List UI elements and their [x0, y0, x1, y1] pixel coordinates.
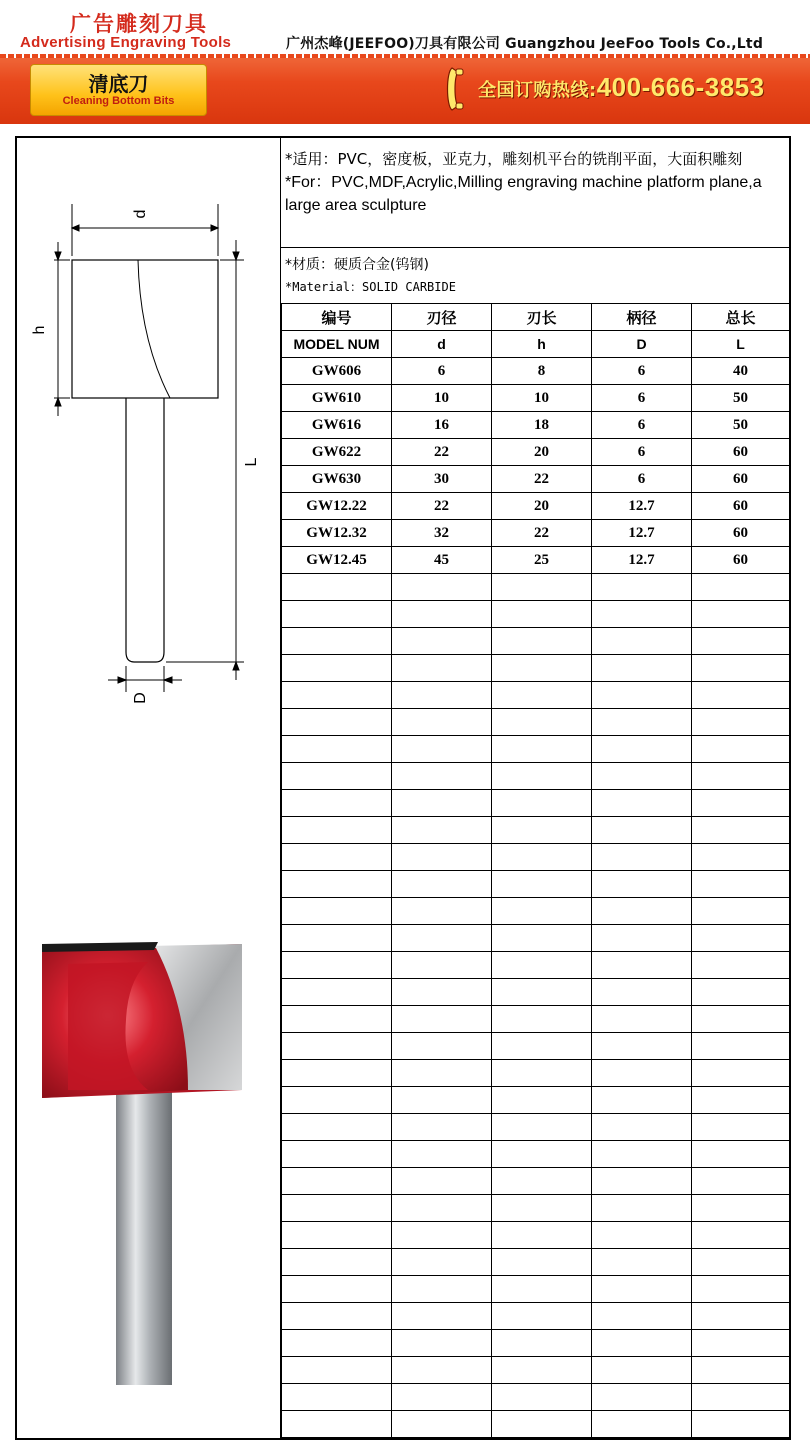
- hotline-label: 全国订购热线:: [478, 80, 597, 101]
- table-cell: [592, 1249, 692, 1276]
- hotline-number: 400-666-3853: [596, 72, 765, 102]
- table-cell: [592, 1060, 692, 1087]
- table-cell: [692, 1006, 790, 1033]
- table-cell: [592, 1168, 692, 1195]
- table-cell: [282, 952, 392, 979]
- brand-title-en: Advertising Engraving Tools: [20, 34, 232, 51]
- table-cell: 60: [692, 493, 790, 520]
- table-cell: [592, 952, 692, 979]
- table-row: [282, 358, 790, 385]
- empty-table-row: [282, 1411, 790, 1438]
- table-cell: [592, 1357, 692, 1384]
- category-badge: [30, 64, 207, 116]
- table-cell: [282, 1249, 392, 1276]
- table-cell: [692, 1276, 790, 1303]
- table-cell: [492, 1330, 592, 1357]
- table-cell: 12.7: [592, 520, 692, 547]
- table-cell: [492, 1249, 592, 1276]
- table-cell: [592, 871, 692, 898]
- table-cell: [282, 817, 392, 844]
- table-cell: GW616: [282, 412, 392, 439]
- empty-table-row: [282, 871, 790, 898]
- table-cell: [392, 1276, 492, 1303]
- table-cell: 50: [692, 385, 790, 412]
- material-info: [281, 248, 789, 300]
- table-cell: [282, 979, 392, 1006]
- dim-label-D: D: [132, 692, 149, 704]
- table-cell: [392, 925, 492, 952]
- table-cell: [282, 1033, 392, 1060]
- table-cell: [492, 709, 592, 736]
- table-cell: GW12.32: [282, 520, 392, 547]
- table-cell: 20: [492, 493, 592, 520]
- table-cell: [692, 1357, 790, 1384]
- table-cell: 22: [392, 439, 492, 466]
- empty-table-row: [282, 736, 790, 763]
- empty-table-row: [282, 979, 790, 1006]
- table-cell: [592, 979, 692, 1006]
- table-cell: [492, 682, 592, 709]
- table-cell: 60: [692, 547, 790, 574]
- material-cn: *材质：硬质合金(钨钢): [285, 257, 429, 273]
- table-cell: [492, 1060, 592, 1087]
- hotline: [478, 72, 765, 103]
- table-cell: [592, 898, 692, 925]
- table-cell: [692, 1141, 790, 1168]
- table-cell: [392, 1222, 492, 1249]
- table-cell: [392, 1006, 492, 1033]
- table-cell: [392, 736, 492, 763]
- table-cell: [592, 1222, 692, 1249]
- table-cell: [692, 1249, 790, 1276]
- empty-table-row: [282, 952, 790, 979]
- table-cell: [592, 1384, 692, 1411]
- table-cell: [492, 1384, 592, 1411]
- table-cell: [282, 1141, 392, 1168]
- table-cell: [392, 1303, 492, 1330]
- table-cell: [492, 1006, 592, 1033]
- table-cell: [282, 1384, 392, 1411]
- table-cell: [492, 790, 592, 817]
- table-cell: 60: [692, 439, 790, 466]
- empty-table-row: [282, 763, 790, 790]
- table-cell: [592, 1141, 692, 1168]
- table-cell: [392, 1087, 492, 1114]
- badge-title-cn: 清底刀: [88, 72, 149, 96]
- table-cell: [592, 1006, 692, 1033]
- table-cell: [592, 1195, 692, 1222]
- spec-table: [281, 303, 790, 1438]
- table-cell: 6: [592, 439, 692, 466]
- empty-table-row: [282, 1357, 790, 1384]
- table-cell: [392, 817, 492, 844]
- empty-table-row: [282, 1114, 790, 1141]
- table-cell: [392, 844, 492, 871]
- table-cell: [492, 898, 592, 925]
- empty-table-row: [282, 574, 790, 601]
- empty-table-row: [282, 1276, 790, 1303]
- dim-label-d: d: [132, 209, 149, 219]
- empty-table-row: [282, 655, 790, 682]
- table-cell: [282, 898, 392, 925]
- empty-table-row: [282, 628, 790, 655]
- table-cell: [492, 628, 592, 655]
- empty-table-row: [282, 1006, 790, 1033]
- header-cell: 编号: [282, 304, 392, 331]
- table-cell: 12.7: [592, 547, 692, 574]
- badge-title-en: Cleaning Bottom Bits: [62, 95, 175, 107]
- table-cell: [692, 628, 790, 655]
- table-cell: [392, 709, 492, 736]
- table-cell: 20: [492, 439, 592, 466]
- table-cell: 6: [592, 412, 692, 439]
- table-cell: GW610: [282, 385, 392, 412]
- table-cell: [392, 1141, 492, 1168]
- table-cell: [592, 628, 692, 655]
- table-cell: [492, 952, 592, 979]
- table-cell: [282, 1303, 392, 1330]
- product-photo: [38, 940, 243, 1385]
- table-cell: GW12.22: [282, 493, 392, 520]
- table-cell: [492, 574, 592, 601]
- table-cell: [392, 1357, 492, 1384]
- table-cell: [692, 898, 790, 925]
- table-cell: [692, 952, 790, 979]
- header-cell: 总长: [692, 304, 790, 331]
- table-cell: [282, 1114, 392, 1141]
- table-cell: 32: [392, 520, 492, 547]
- empty-table-row: [282, 601, 790, 628]
- table-cell: [392, 1330, 492, 1357]
- table-cell: [692, 844, 790, 871]
- table-cell: [392, 1195, 492, 1222]
- usage-description: [281, 136, 789, 248]
- table-cell: [592, 1114, 692, 1141]
- table-cell: [282, 871, 392, 898]
- empty-table-row: [282, 1384, 790, 1411]
- table-cell: [692, 655, 790, 682]
- table-cell: [492, 871, 592, 898]
- table-cell: [282, 1168, 392, 1195]
- header-cell: MODEL NUM: [282, 331, 392, 358]
- table-cell: [592, 574, 692, 601]
- table-cell: [492, 1168, 592, 1195]
- table-header-row-cn: [282, 304, 790, 331]
- empty-table-row: [282, 1060, 790, 1087]
- table-cell: [692, 817, 790, 844]
- table-cell: [282, 1222, 392, 1249]
- table-cell: [492, 1033, 592, 1060]
- dim-label-L: L: [243, 457, 260, 467]
- table-cell: 12.7: [592, 493, 692, 520]
- table-cell: 8: [492, 358, 592, 385]
- table-cell: [692, 1411, 790, 1438]
- spec-table-body: [282, 304, 790, 1438]
- table-cell: [692, 1195, 790, 1222]
- empty-table-row: [282, 1168, 790, 1195]
- empty-table-row: [282, 1141, 790, 1168]
- table-row: [282, 520, 790, 547]
- table-cell: [282, 736, 392, 763]
- table-cell: [392, 1168, 492, 1195]
- table-cell: [392, 682, 492, 709]
- table-cell: [492, 925, 592, 952]
- table-cell: [282, 1006, 392, 1033]
- table-cell: [592, 601, 692, 628]
- table-cell: [392, 979, 492, 1006]
- table-cell: [492, 1411, 592, 1438]
- table-cell: [592, 844, 692, 871]
- empty-table-row: [282, 682, 790, 709]
- table-cell: [492, 1087, 592, 1114]
- header-cell: 刃径: [392, 304, 492, 331]
- table-cell: [392, 1114, 492, 1141]
- table-cell: 6: [592, 358, 692, 385]
- table-cell: [592, 763, 692, 790]
- table-cell: [282, 682, 392, 709]
- table-cell: 16: [392, 412, 492, 439]
- table-cell: [392, 898, 492, 925]
- table-cell: [692, 1303, 790, 1330]
- dim-label-h: h: [31, 325, 48, 335]
- table-cell: [392, 1384, 492, 1411]
- table-cell: 18: [492, 412, 592, 439]
- table-cell: [692, 1330, 790, 1357]
- table-cell: [282, 1276, 392, 1303]
- table-cell: [592, 1303, 692, 1330]
- table-row: [282, 466, 790, 493]
- table-cell: [592, 790, 692, 817]
- table-cell: [692, 709, 790, 736]
- table-cell: 22: [392, 493, 492, 520]
- table-cell: [282, 763, 392, 790]
- table-cell: GW606: [282, 358, 392, 385]
- table-cell: [592, 925, 692, 952]
- table-cell: [492, 1114, 592, 1141]
- table-cell: [692, 1168, 790, 1195]
- table-cell: [492, 601, 592, 628]
- table-row: [282, 493, 790, 520]
- table-cell: [492, 1195, 592, 1222]
- table-cell: [392, 952, 492, 979]
- table-cell: 30: [392, 466, 492, 493]
- usage-en: *For：PVC,MDF,Acrylic,Milling engraving machine platform plane,a large area sculpture: [285, 174, 762, 214]
- table-cell: 6: [592, 466, 692, 493]
- table-cell: [692, 1384, 790, 1411]
- table-cell: 60: [692, 466, 790, 493]
- table-cell: 22: [492, 520, 592, 547]
- table-cell: 22: [492, 466, 592, 493]
- table-cell: [492, 1141, 592, 1168]
- table-cell: [692, 682, 790, 709]
- empty-table-row: [282, 1249, 790, 1276]
- header: [0, 0, 810, 54]
- table-cell: [282, 1060, 392, 1087]
- empty-table-row: [282, 790, 790, 817]
- table-cell: [282, 1330, 392, 1357]
- header-cell: L: [692, 331, 790, 358]
- table-cell: [492, 763, 592, 790]
- table-cell: 10: [492, 385, 592, 412]
- table-cell: [692, 1087, 790, 1114]
- table-cell: [392, 1033, 492, 1060]
- phone-icon: [444, 66, 474, 112]
- table-cell: [492, 844, 592, 871]
- empty-table-row: [282, 1087, 790, 1114]
- table-cell: GW630: [282, 466, 392, 493]
- table-cell: 40: [692, 358, 790, 385]
- table-row: [282, 412, 790, 439]
- header-cell: d: [392, 331, 492, 358]
- table-cell: [592, 1087, 692, 1114]
- table-cell: [692, 979, 790, 1006]
- table-cell: [592, 1411, 692, 1438]
- usage-cn: *适用：PVC，密度板，亚克力，雕刻机平台的铣削平面，大面积雕刻: [285, 150, 743, 168]
- empty-table-row: [282, 1330, 790, 1357]
- table-row: [282, 439, 790, 466]
- table-cell: [392, 763, 492, 790]
- table-cell: [692, 574, 790, 601]
- table-cell: [392, 1411, 492, 1438]
- table-cell: [592, 817, 692, 844]
- banner-edge: [0, 54, 810, 58]
- table-cell: [392, 601, 492, 628]
- table-cell: [282, 628, 392, 655]
- table-cell: 10: [392, 385, 492, 412]
- empty-table-row: [282, 844, 790, 871]
- table-cell: 60: [692, 520, 790, 547]
- header-cell: 刃长: [492, 304, 592, 331]
- table-cell: [692, 871, 790, 898]
- table-cell: 50: [692, 412, 790, 439]
- table-cell: [692, 763, 790, 790]
- table-cell: [282, 601, 392, 628]
- table-cell: 45: [392, 547, 492, 574]
- table-cell: [492, 736, 592, 763]
- empty-table-row: [282, 1033, 790, 1060]
- material-en: *Material：SOLID CARBIDE: [285, 280, 456, 294]
- header-cell: h: [492, 331, 592, 358]
- empty-table-row: [282, 1195, 790, 1222]
- table-cell: [282, 574, 392, 601]
- table-cell: [692, 925, 790, 952]
- table-cell: 6: [392, 358, 492, 385]
- table-cell: [692, 790, 790, 817]
- table-cell: [392, 871, 492, 898]
- empty-table-row: [282, 709, 790, 736]
- empty-table-row: [282, 1303, 790, 1330]
- table-cell: [692, 1114, 790, 1141]
- header-cell: D: [592, 331, 692, 358]
- table-cell: [492, 817, 592, 844]
- header-cell: 柄径: [592, 304, 692, 331]
- table-cell: 25: [492, 547, 592, 574]
- table-cell: [492, 1357, 592, 1384]
- table-header-row-en: [282, 331, 790, 358]
- table-cell: [392, 628, 492, 655]
- table-cell: [282, 790, 392, 817]
- empty-table-row: [282, 817, 790, 844]
- empty-table-row: [282, 925, 790, 952]
- table-cell: [392, 1249, 492, 1276]
- table-cell: [282, 709, 392, 736]
- table-cell: [492, 1276, 592, 1303]
- table-cell: [592, 1276, 692, 1303]
- table-cell: [282, 655, 392, 682]
- table-cell: [282, 925, 392, 952]
- table-cell: GW12.45: [282, 547, 392, 574]
- table-cell: [592, 709, 692, 736]
- table-cell: [692, 1060, 790, 1087]
- table-cell: [492, 979, 592, 1006]
- empty-table-row: [282, 1222, 790, 1249]
- table-cell: [692, 1033, 790, 1060]
- table-cell: [492, 1303, 592, 1330]
- dimension-diagram: [30, 190, 270, 710]
- table-cell: 6: [592, 385, 692, 412]
- table-cell: [282, 1411, 392, 1438]
- table-cell: [692, 1222, 790, 1249]
- table-cell: [692, 736, 790, 763]
- table-cell: [492, 1222, 592, 1249]
- table-cell: [592, 1330, 692, 1357]
- table-cell: [392, 574, 492, 601]
- table-cell: [692, 601, 790, 628]
- table-cell: [282, 1087, 392, 1114]
- table-cell: [282, 1357, 392, 1384]
- table-row: [282, 547, 790, 574]
- table-cell: [282, 1195, 392, 1222]
- table-cell: [392, 790, 492, 817]
- table-cell: [592, 1033, 692, 1060]
- table-cell: [282, 844, 392, 871]
- table-row: [282, 385, 790, 412]
- empty-table-row: [282, 898, 790, 925]
- table-cell: [592, 736, 692, 763]
- table-cell: [392, 655, 492, 682]
- table-cell: [492, 655, 592, 682]
- table-cell: [592, 682, 692, 709]
- table-cell: [592, 655, 692, 682]
- table-cell: [392, 1060, 492, 1087]
- company-name: 广州杰峰(JEEFOO)刀具有限公司 Guangzhou JeeFoo Tools Co.,Ltd: [286, 36, 764, 52]
- table-cell: GW622: [282, 439, 392, 466]
- brand-title-cn: 广告雕刻刀具: [70, 12, 208, 36]
